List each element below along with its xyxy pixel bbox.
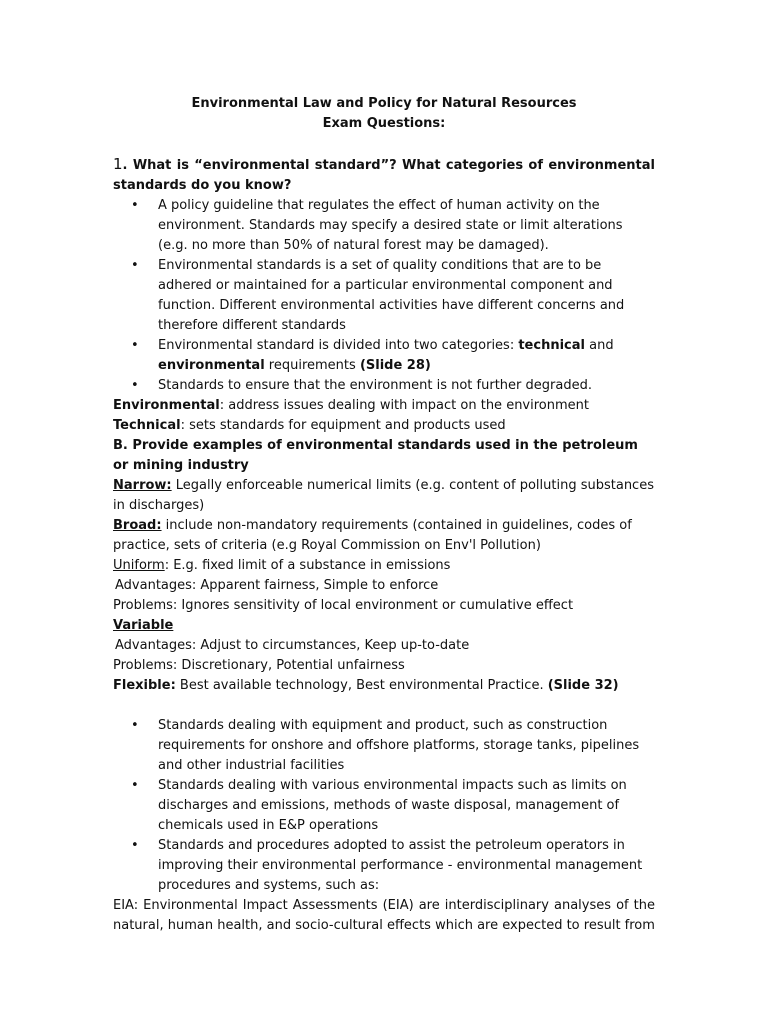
question-b: B. Provide examples of environmental standards used in the petroleum or mining industry xyxy=(113,438,638,473)
bullet-icon: • xyxy=(131,718,139,733)
environmental-keyword: environmental xyxy=(158,358,265,373)
uniform-label: Uniform xyxy=(113,558,165,573)
broad-label: Broad: xyxy=(113,518,162,533)
variable-advantages: Advantages: Adjust to circumstances, Keep up-to-date xyxy=(115,638,470,653)
technical-keyword: technical xyxy=(518,338,585,353)
bullet-icon: • xyxy=(131,258,139,273)
broad-text: include non-mandatory requirements (contained in guidelines, codes of practice, sets of criteria (e.g Royal Commission on Env'l Pollution) xyxy=(113,518,632,553)
bullet-icon: • xyxy=(131,198,139,213)
list-item xyxy=(113,716,655,776)
variable-label: Variable xyxy=(113,618,174,633)
broad-definition xyxy=(113,516,655,556)
bullet-icon: • xyxy=(131,378,139,393)
flexible-definition xyxy=(113,676,655,696)
bullet-icon: • xyxy=(131,778,139,793)
document-title: Environmental Law and Policy for Natural Resources xyxy=(191,96,577,111)
question-1-number: 1 xyxy=(113,155,123,173)
narrow-label: Narrow: xyxy=(113,478,172,493)
list-item xyxy=(113,256,655,336)
list-item-text: Standards to ensure that the environment is not further degraded. xyxy=(158,378,592,393)
list-item xyxy=(113,776,655,836)
narrow-text: Legally enforceable numerical limits (e.g. content of polluting substances in discharges) xyxy=(113,478,654,513)
list-item-text: A policy guideline that regulates the effect of human activity on the environment. Standards may specify a desired state or limit alterations (e.g. no more than 50% of natural forest may be damaged). xyxy=(158,198,623,253)
uniform-problems: Problems: Ignores sensitivity of local environment or cumulative effect xyxy=(113,598,574,613)
list-item xyxy=(113,336,655,376)
variable-problems: Problems: Discretionary, Potential unfairness xyxy=(113,658,405,673)
environmental-text: : address issues dealing with impact on the environment xyxy=(219,398,589,413)
uniform-text: : E.g. fixed limit of a substance in emissions xyxy=(164,558,451,573)
technical-definition xyxy=(113,416,655,436)
definition-bullet-list xyxy=(113,196,655,396)
eia-paragraph: EIA: Environmental Impact Assessments (EIA) are interdisciplinary analyses of the natural, human health, and socio-cultural effects which are expected to result from xyxy=(113,898,655,933)
list-item-text-post: requirements xyxy=(264,358,360,373)
slide-reference: (Slide 32) xyxy=(547,678,619,693)
list-item-text-pre: Environmental standard is divided into two categories: xyxy=(158,338,519,353)
list-item xyxy=(113,836,655,896)
list-item xyxy=(113,376,655,396)
document-content xyxy=(113,94,655,936)
narrow-definition xyxy=(113,476,655,516)
list-item-text-mid: and xyxy=(584,338,614,353)
list-item xyxy=(113,196,655,256)
list-item-text: Standards dealing with equipment and product, such as construction requirements for onshore and offshore platforms, storage tanks, pipelines and other industrial facilities xyxy=(158,718,640,773)
technical-text: : sets standards for equipment and products used xyxy=(180,418,506,433)
flexible-text: Best available technology, Best environmental Practice. xyxy=(175,678,548,693)
blank-line xyxy=(113,696,655,716)
uniform-definition xyxy=(113,556,655,576)
list-item-text: Environmental standards is a set of quality conditions that are to be adhered or maintained for a particular environmental component and function. Different environmental activities have different concerns and therefore different standards xyxy=(158,258,625,333)
list-item-text: Standards dealing with various environmental impacts such as limits on discharges and emissions, methods of waste disposal, management of chemicals used in E&P operations xyxy=(158,778,627,833)
list-item-text: Standards and procedures adopted to assist the petroleum operators in improving their environmental performance - environmental management procedures and systems, such as: xyxy=(158,838,643,893)
uniform-advantages: Advantages: Apparent fairness, Simple to enforce xyxy=(115,578,439,593)
question-1-text: . What is “environmental standard”? What categories of environmental standards do you know? xyxy=(113,158,655,193)
bullet-icon: • xyxy=(131,338,139,353)
question-1 xyxy=(113,154,655,196)
document-subtitle: Exam Questions: xyxy=(322,116,446,131)
environmental-label: Environmental xyxy=(113,398,220,413)
technical-label: Technical xyxy=(113,418,181,433)
environmental-definition xyxy=(113,396,655,416)
bullet-icon: • xyxy=(131,838,139,853)
slide-reference: (Slide 28) xyxy=(359,358,431,373)
examples-bullet-list xyxy=(113,716,655,896)
flexible-label: Flexible: xyxy=(113,678,176,693)
